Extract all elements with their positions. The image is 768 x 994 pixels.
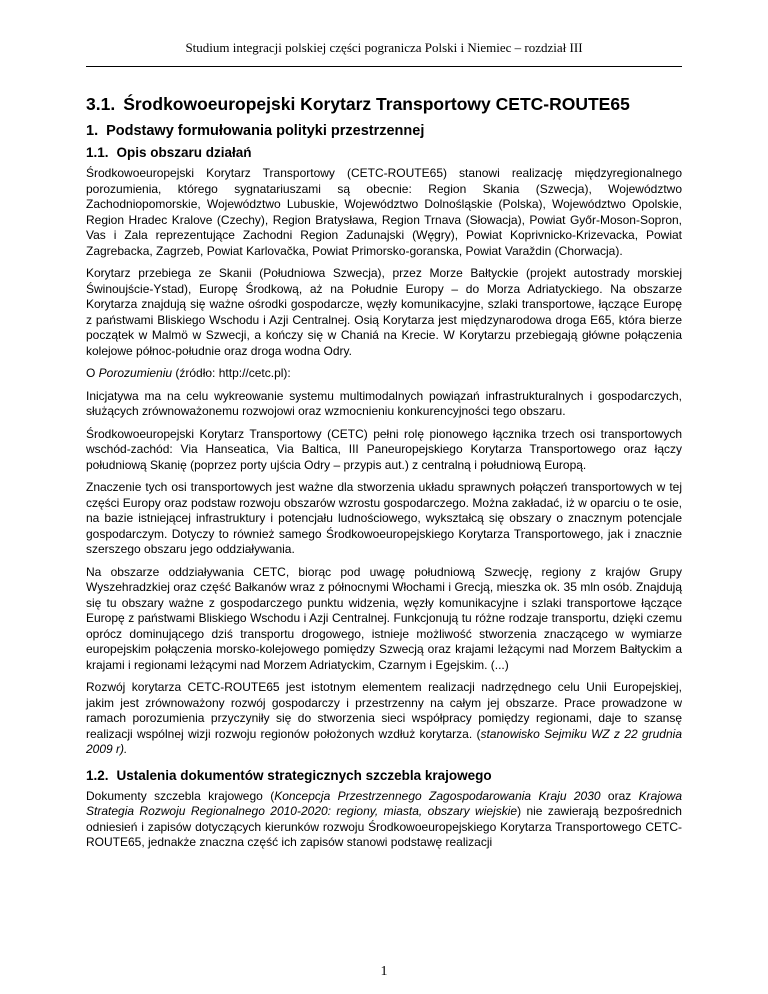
national-docs-text-a: Dokumenty szczebla krajowego ( [86,788,275,803]
subsection-number-2: 1.2. [86,767,109,783]
source-prefix: O [86,366,99,380]
national-docs-italic-2: Krajowa Strategia Rozwoju Regionalnego 2010-2020: regiony, miasta, obszary wiejskie [86,788,683,818]
paragraph-signatories: Środkowoeuropejski Korytarz Transportowy (CETC-ROUTE65) stanowi realizację międzyregionalnego porozumienia, którego sygnatariuszami są obecnie: Region Skania (Szwecja), Województwo Zachodniopomorskie, Województwo Lubuskie, Województwo Dolnośląskie (Polska), Województwo Opolskie, Region Hradec Kralove (Czechy), Region Bratysława, Region Trnava (Słowacja), Powiat Győr-Moson-Sopron, Vas i Zala reprezentujące Zachodni Region Zadunajski (Węgry), Powiat Koprivnicko-Krizevacka, Powiat Zagrebacka, Zagrzeb, Powiat Karlovačka, Powiat Primorsko-goranska, Powiat Varaždin (Chorwacja). [86,166,682,258]
subsection-title: Opis obszaru działań [116,145,252,160]
subsection-number: 1.1. [86,145,109,160]
paragraph-significance: Znaczenie tych osi transportowych jest ważne dla stworzenia układu sprawnych połączeń transportowych w tej części Europy oraz podstaw rozwoju obszarów wzrostu gospodarczego. Można zakładać, iż w oparciu o te osie, na bazie istniejącej infrastruktury i potencjału ludnościowego, wykształcą się obszary o znacznym potencjale gospodarczym. Dotyczy to również samego Środkowoeuropejskiego Korytarza Transportowego, jak i znacznie szerszego obszaru jego oddziaływania. [86,480,682,556]
header-divider [86,66,682,67]
page-content [86,84,682,858]
section-heading [86,123,682,139]
development-citation: stanowisko Sejmiku WZ z 22 grudnia 2009 r). [86,726,682,756]
paragraph-route: Korytarz przebiega ze Skanii (Południowa Szwecja), przez Morze Bałtyckie (projekt autostrady morskiej Świnoujście-Ystad), Europę Środkową, aż na Południe Europy – do Morza Adriatyckiego. Na obszarze Korytarza znajdują się ważne ośrodki gospodarcze, węzły komunikacyjne, szlaki transportowe, łączące Europę z państwami Bliskiego Wschodu i Azji Centralnej. Osią Korytarza jest międzynarodowa droga E65, która bierze początek w Malmö w Szwecji, a kończy się w Chaniá na Krecie. W Korytarzu przebiegają główne połączenia kolejowe północ-południe oraz droga wodna Odry. [86,266,682,358]
paragraph-development [86,680,682,758]
source-suffix: (źródło: http://cetc.pl): [172,366,291,380]
subsection-heading [86,145,682,160]
chapter-title [86,94,682,115]
page-number: 1 [380,964,388,979]
running-header: Studium integracji polskiej części pogranicza Polski i Niemiec – rozdział III [185,40,583,55]
paragraph-population: Na obszarze oddziaływania CETC, biorąc pod uwagę południową Szwecję, regiony z krajów Grupy Wyszehradzkiej oraz część Bałkanów wraz z północnymi Włochami i Grecją, mieszka ok. 35 mln osób. Znajdują się tu obszary ważne z gospodarczego punktu widzenia, węzły komunikacyjne i szlaki transportowe łączące Europę z państwami Bliskiego Wschodu i Azji Centralnej. Funkcjonują tu różne rodzaje transportu, dzięki czemu oprócz dominującego dziś transportu drogowego, istnieje możliwość stworzenia znaczącego w wymiarze europejskim połączenia morsko-kolejowego pomiędzy Szwecją oraz krajami leżącymi nad Morzem Bałtyckim a krajami i regionami leżącymi nad Morzem Adriatyckim, Czarnym i Egejskim. (...) [86,564,682,672]
section-title: Podstawy formułowania polityki przestrzennej [106,123,425,139]
paragraph-initiative: Inicjatywa ma na celu wykreowanie systemu multimodalnych powiązań infrastrukturalnych i gospodarczych, służących zrównoważonemu rozwojowi oraz wzmocnieniu konkurencyjności tego obszaru. [86,388,682,418]
development-text: Rozwój korytarza CETC-ROUTE65 jest istotnym elementem realizacji nadrzędnego celu Unii Europejskiej, jakim jest zrównoważony rozwój gospodarczy i przestrzenny na całym jej obszarze. Prace prowadzone w ramach porozumienia przyczyniły się do stworzenia sieci współpracy pomiędzy regionami, daje to szansę realizacji wspólnej wizji rozwoju regionów położonych wzdłuż korytarza. ( [86,680,682,741]
subsection-title-2: Ustalenia dokumentów strategicznych szczebla krajowego [116,767,492,783]
chapter-title-text: Środkowoeuropejski Korytarz Transportowy CETC-ROUTE65 [123,94,630,114]
chapter-number: 3.1. [86,94,116,114]
subsection-heading-2 [86,768,682,783]
national-docs-text-c: ) nie zawierają bezpośrednich odniesień i zapisów dotyczących kierunków rozwoju Środkowoeuropejskiego Korytarza Transportowego CETC-ROUTE65, jednakże znaczna część ich zapisów stanowi podstawę realizacji [86,804,682,849]
section-number: 1. [86,123,99,139]
source-italic: Porozumieniu [98,366,173,380]
national-docs-text-b: oraz [600,788,639,803]
national-docs-italic-1: Koncepcja Przestrzennego Zagospodarowania Kraju 2030 [274,788,601,803]
paragraph-national-documents [86,789,682,851]
paragraph-role: Środkowoeuropejski Korytarz Transportowy (CETC) pełni rolę pionowego łącznika trzech osi transportowych wschód-zachód: Via Hanseatica, Via Baltica, III Paneuropejskiego Korytarza Transportowego oraz łączy południową Skanię (poprzez porty ujścia Odry – przypis aut.) z centralną i południową Europą. [86,426,682,472]
paragraph-source [86,366,682,382]
